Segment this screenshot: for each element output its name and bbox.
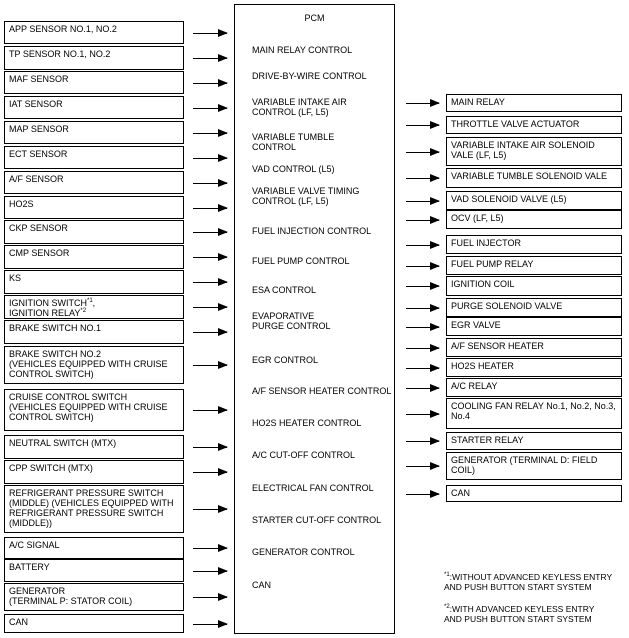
output-box: FUEL INJECTOR — [446, 235, 622, 254]
input-box: TP SENSOR NO.1, NO.2 — [4, 46, 184, 70]
pcm-function: GENERATOR CONTROL — [252, 547, 355, 557]
input-arrow — [193, 58, 227, 59]
input-arrow — [193, 83, 227, 84]
pcm-function: EVAPORATIVE PURGE CONTROL — [252, 311, 331, 331]
output-box: THROTTLE VALVE ACTUATOR — [446, 116, 622, 134]
input-box: BRAKE SWITCH NO.1 — [4, 320, 184, 344]
input-box: KS — [4, 270, 184, 294]
input-box: APP SENSOR NO.1, NO.2 — [4, 21, 184, 44]
output-box: PURGE SOLENOID VALVE — [446, 298, 622, 317]
input-arrow — [193, 183, 227, 184]
pcm-function: VARIABLE TUMBLE CONTROL — [252, 132, 335, 152]
input-box: BRAKE SWITCH NO.2 (VEHICLES EQUIPPED WITH CRUISE CONTROL SWITCH) — [4, 346, 184, 384]
input-arrow — [193, 332, 227, 333]
input-box: IAT SENSOR — [4, 96, 184, 119]
pcm-function: CAN — [252, 580, 272, 590]
output-box: A/C RELAY — [446, 378, 622, 397]
input-arrow — [193, 472, 227, 473]
output-box: A/F SENSOR HEATER — [446, 338, 622, 357]
output-arrow — [406, 201, 439, 202]
pcm-title: PCM — [304, 13, 325, 23]
input-arrow — [193, 158, 227, 159]
pcm-function: HO2S HEATER CONTROL — [252, 418, 362, 428]
input-box: A/F SENSOR — [4, 171, 184, 194]
input-arrow — [193, 282, 227, 283]
output-box: GENERATOR (TERMINAL D: FIELD COIL) — [446, 452, 622, 480]
input-arrow — [193, 133, 227, 134]
input-arrow — [193, 509, 227, 510]
output-arrow — [406, 266, 439, 267]
output-arrow — [406, 327, 439, 328]
output-arrow — [406, 286, 439, 287]
output-box: VARIABLE TUMBLE SOLENOID VALE — [446, 168, 622, 188]
output-box: OCV (LF, L5) — [446, 210, 622, 229]
input-box: ECT SENSOR — [4, 146, 184, 169]
pcm-function: FUEL PUMP CONTROL — [252, 256, 350, 266]
pcm-function: EGR CONTROL — [252, 355, 319, 365]
input-box: REFRIGERANT PRESSURE SWITCH (MIDDLE) (VEHICLES EQUIPPED WITH REFRIGERANT PRESSURE SWITCH (MIDDLE)) — [4, 485, 184, 533]
input-box: IGNITION SWITCH$^{*1}$, IGNITION RELAY$^{*2}$ — [4, 295, 184, 319]
output-box: STARTER RELAY — [446, 432, 622, 450]
input-arrow — [193, 597, 227, 598]
output-arrow — [406, 152, 439, 153]
pcm-function: STARTER CUT-OFF CONTROL — [252, 515, 382, 525]
input-box: CMP SENSOR — [4, 245, 184, 269]
input-arrow — [193, 108, 227, 109]
output-arrow — [406, 308, 439, 309]
output-arrow — [406, 245, 439, 246]
output-arrow — [406, 441, 439, 442]
output-box: EGR VALVE — [446, 317, 622, 336]
pcm-function: ELECTRICAL FAN CONTROL — [252, 483, 374, 493]
output-box: VARIABLE INTAKE AIR SOLENOID VALE (LF, L5) — [446, 137, 622, 166]
footnote: $^{*1}$:WITHOUT ADVANCED KEYLESS ENTRY AND PUSH BUTTON START SYSTEM — [444, 572, 613, 592]
input-box: MAF SENSOR — [4, 71, 184, 94]
output-arrow — [406, 220, 439, 221]
input-box: BATTERY — [4, 559, 184, 582]
input-box: MAP SENSOR — [4, 121, 184, 144]
input-box: NEUTRAL SWITCH (MTX) — [4, 435, 184, 459]
input-box: CKP SENSOR — [4, 220, 184, 244]
output-box: VAD SOLENOID VALVE (L5) — [446, 191, 622, 210]
pcm-function: FUEL INJECTION CONTROL — [252, 226, 372, 236]
input-arrow — [193, 257, 227, 258]
output-arrow — [406, 388, 439, 389]
output-box: FUEL PUMP RELAY — [446, 256, 622, 275]
output-arrow — [406, 368, 439, 369]
pcm-function: ESA CONTROL — [252, 285, 317, 295]
input-arrow — [193, 624, 227, 625]
input-arrow — [193, 571, 227, 572]
input-box: A/C SIGNAL — [4, 537, 184, 559]
input-box: HO2S — [4, 196, 184, 219]
output-box: HO2S HEATER — [446, 358, 622, 377]
input-arrow — [193, 447, 227, 448]
output-box: IGNITION COIL — [446, 276, 622, 296]
input-arrow — [193, 365, 227, 366]
pcm-function: A/C CUT-OFF CONTROL — [252, 450, 355, 460]
output-arrow — [406, 103, 439, 104]
input-arrow — [193, 208, 227, 209]
input-arrow — [193, 307, 227, 308]
input-arrow — [193, 548, 227, 549]
input-box: GENERATOR (TERMINAL P: STATOR COIL) — [4, 583, 184, 611]
output-arrow — [406, 414, 439, 415]
footnote: $^{*2}$:WITH ADVANCED KEYLESS ENTRY AND PUSH BUTTON START SYSTEM — [444, 604, 595, 624]
input-arrow — [193, 410, 227, 411]
output-arrow — [406, 125, 439, 126]
output-box: MAIN RELAY — [446, 94, 622, 112]
pcm-function: MAIN RELAY CONTROL — [252, 45, 353, 55]
output-arrow — [406, 466, 439, 467]
input-box: CAN — [4, 614, 184, 633]
pcm-function: VARIABLE VALVE TIMING CONTROL (LF, L5) — [252, 186, 360, 206]
pcm-function: VAD CONTROL (L5) — [252, 164, 335, 174]
output-arrow — [406, 348, 439, 349]
output-box: CAN — [446, 485, 622, 502]
output-box: COOLING FAN RELAY No.1, No.2, No.3, No.4 — [446, 398, 622, 429]
input-box: CRUISE CONTROL SWITCH (VEHICLES EQUIPPED WITH CRUISE CONTROL SWITCH) — [4, 389, 184, 431]
pcm-block — [234, 4, 395, 634]
pcm-function: DRIVE-BY-WIRE CONTROL — [252, 71, 367, 81]
input-arrow — [193, 232, 227, 233]
pcm-function: A/F SENSOR HEATER CONTROL — [252, 386, 392, 396]
output-arrow — [406, 494, 439, 495]
input-box: CPP SWITCH (MTX) — [4, 460, 184, 484]
pcm-function: VARIABLE INTAKE AIR CONTROL (LF, L5) — [252, 97, 347, 117]
input-arrow — [193, 33, 227, 34]
output-arrow — [406, 178, 439, 179]
